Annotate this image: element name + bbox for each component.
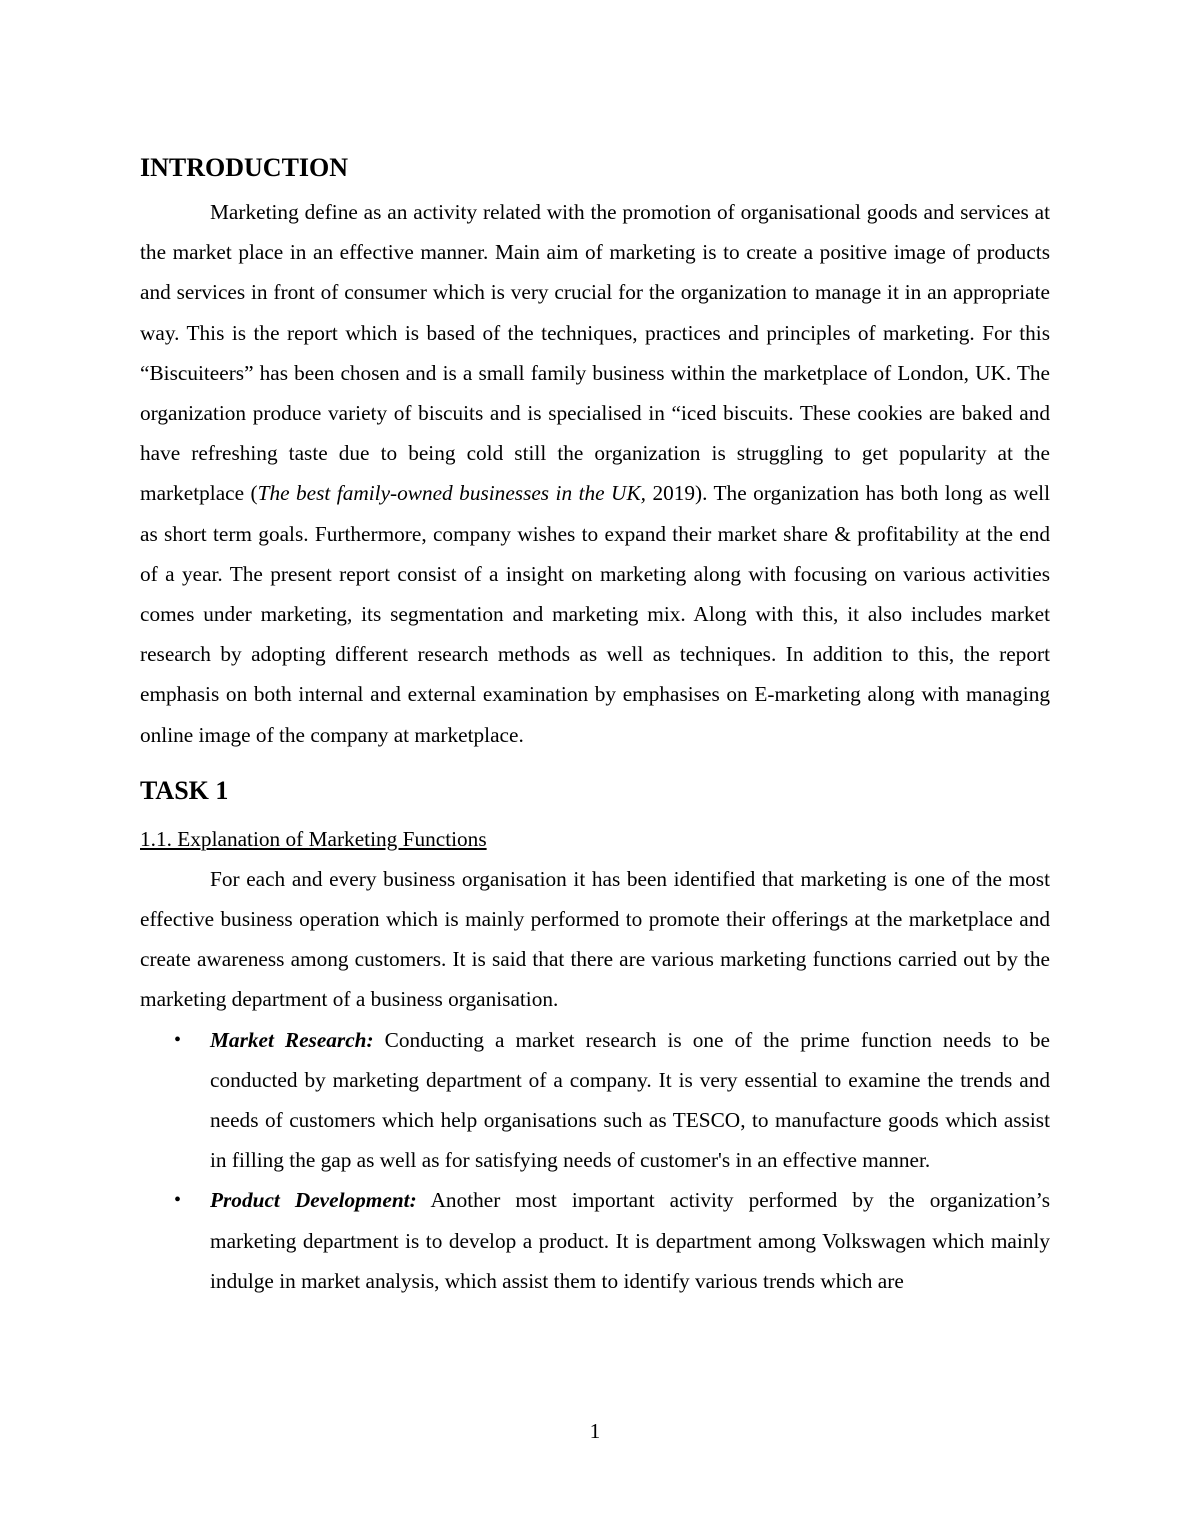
bullet-text: Another most important activity performed by the organization’s marketing department is to develop a product. It is department among Volkswagen which mainly indulge in market analysis, which assist them to identify various trends which are [210,1188,1050,1293]
list-item [140,1020,1050,1181]
introduction-paragraph [140,192,1050,755]
citation-title: The best family-owned businesses in the UK, [257,481,646,506]
bullet-term: Product Development: [210,1188,417,1213]
introduction-heading: INTRODUCTION [140,153,349,182]
task1-paragraph: For each and every business organisation it has been identified that marketing is one of the most effective business operation which is mainly performed to promote their offerings at the marketplace and create awareness among customers. It is said that there are various marketing functions carried out by the marketing department of a business organisation. [140,866,1050,1012]
marketing-functions-list [140,1020,1050,1301]
page-content [140,150,1050,1301]
page-number: 1 [589,1419,601,1443]
bullet-term: Market Research: [210,1027,374,1052]
list-item [140,1180,1050,1301]
bullet-icon: • [174,1028,182,1051]
task1-subheading: 1.1. Explanation of Marketing Functions [140,826,487,851]
introduction-text-part2: 2019). The organization has both long as well as short term goals. Furthermore, company wishes to expand their market share & profitability at the end of a year. The present report consist of a insight on marketing along with focusing on various activities comes under marketing, its segmentation and marketing mix. Along with this, it also includes market research by adopting different research methods as well as techniques. In addition to this, the report emphasis on both internal and external examination by emphasises on E-marketing along with managing online image of the company at marketplace. [140,481,1050,747]
bullet-icon: • [174,1189,182,1212]
introduction-text-part1: Marketing define as an activity related with the promotion of organisational goods and services at the market place in an effective manner. Main aim of marketing is to create a positive image of products and services in front of consumer which is very crucial for the organization to manage it in an appropriate way. This is the report which is based of the techniques, practices and principles of marketing. For this “Biscuiteers” has been chosen and is a small family business within the marketplace of London, UK. The organization produce variety of biscuits and is specialised in “iced biscuits. These cookies are baked and have refreshing taste due to being cold still the organization is struggling to get popularity at the marketplace ( [140,200,1050,506]
task1-heading: TASK 1 [140,775,229,805]
bullet-text: Conducting a market research is one of the prime function needs to be conducted by marketing department of a company. It is very essential to examine the trends and needs of customers which help organisations such as TESCO, to manufacture goods which assist in filling the gap as well as for satisfying needs of customer's in an effective manner. [210,1027,1050,1173]
